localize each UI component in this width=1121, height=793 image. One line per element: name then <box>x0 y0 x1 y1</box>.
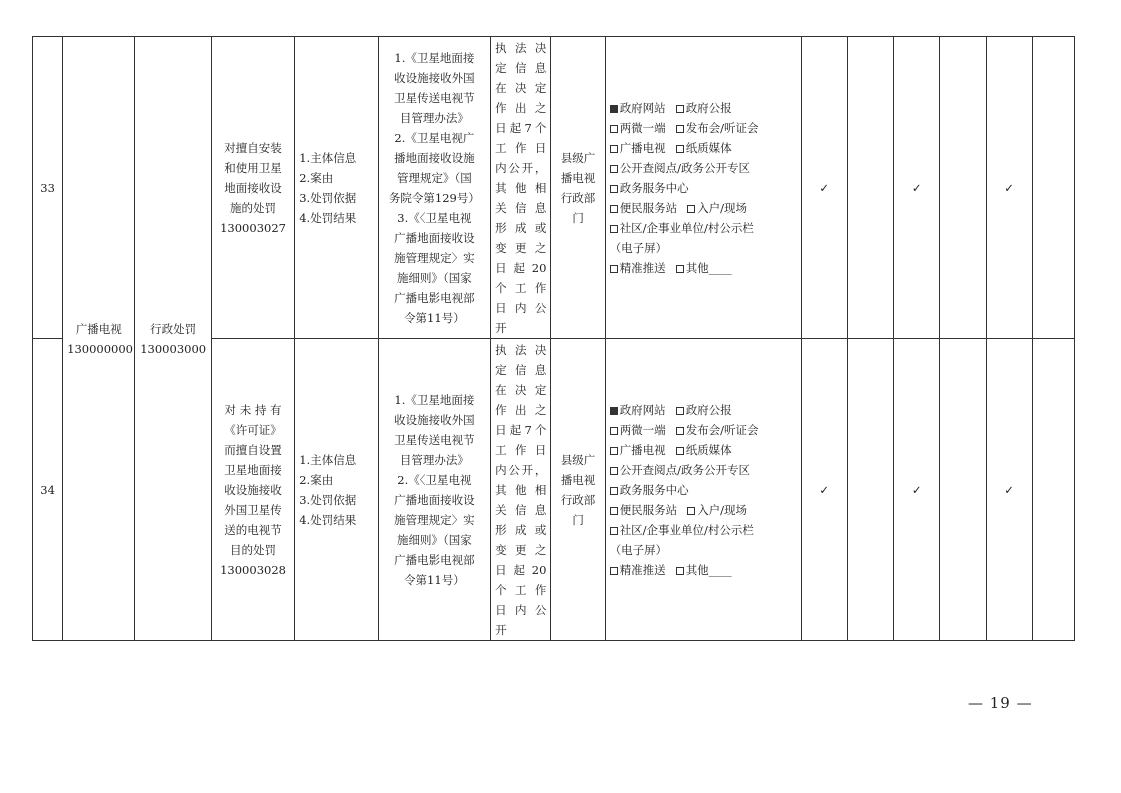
text-line: 3.处罚依据 <box>299 492 357 507</box>
content-list <box>299 450 373 530</box>
empty-box-icon <box>676 567 684 575</box>
text-line: 内公开， <box>495 462 547 477</box>
text-line: 在 决 定 <box>495 80 547 95</box>
channel-line <box>610 520 797 540</box>
channel-label: （电子屏） <box>609 240 668 255</box>
item-name-cell <box>211 37 294 339</box>
disclosure-table <box>32 36 1075 641</box>
empty-box-icon <box>610 527 618 535</box>
text-line: 3.处罚依据 <box>299 190 357 205</box>
text-line: 其 他 相 <box>495 180 547 195</box>
text-line: 4.处罚结果 <box>299 512 357 527</box>
text-line: 在 决 定 <box>495 382 547 397</box>
text-line: 令第11号） <box>404 572 465 587</box>
content-cell <box>295 339 378 641</box>
channel-label: 公开查阅点/政务公开专区 <box>619 160 751 175</box>
text-line: 内公开， <box>495 160 547 175</box>
check-cell: ✓ <box>894 339 940 641</box>
text-line: 作 出 之 <box>495 402 547 417</box>
text-line: 日 内 公 <box>495 602 547 617</box>
text-line: 个 工 作 <box>495 280 547 295</box>
check-cell: ✓ <box>801 339 847 641</box>
text-line: 播电视 <box>560 472 596 487</box>
text-line: 1.《卫星地面接 <box>394 392 475 407</box>
check-cell <box>940 37 986 339</box>
subject-text <box>555 148 600 228</box>
category-cell <box>63 37 135 641</box>
text-line: 130003028 <box>220 562 286 577</box>
text-line: 目管理办法》 <box>399 110 469 125</box>
row-index: 34 <box>33 339 63 641</box>
subcategory-code: 130003000 <box>140 341 207 356</box>
channel-label: 纸质媒体 <box>685 442 732 457</box>
empty-box-icon <box>676 447 684 455</box>
text-line: 1.主体信息 <box>299 150 357 165</box>
text-line: 2.案由 <box>299 170 334 185</box>
text-line: 2.《〈卫星电视 <box>397 472 472 487</box>
channel-label: 纸质媒体 <box>685 140 732 155</box>
channel-label: 政务服务中心 <box>619 180 689 195</box>
checked-box-icon <box>610 105 618 113</box>
text-line: 日 起 20 <box>495 562 547 577</box>
channel-label: 两微一端 <box>619 120 666 135</box>
text-line: 行政部 <box>560 492 596 507</box>
text-line: 收设施接收外国 <box>394 70 475 85</box>
check-cell <box>847 339 893 641</box>
channel-label: 入户/现场 <box>697 502 748 517</box>
subject-text <box>555 450 600 530</box>
channel-label: 发布会/听证会 <box>685 422 759 437</box>
empty-box-icon <box>676 427 684 435</box>
text-line: 2.案由 <box>299 472 334 487</box>
text-line: 令第11号） <box>404 310 465 325</box>
text-line: 广播电影电视部 <box>394 552 475 567</box>
empty-box-icon <box>610 567 618 575</box>
basis-text <box>383 48 487 328</box>
check-cell: ✓ <box>986 37 1032 339</box>
period-text <box>495 340 546 640</box>
text-line: 对擅自安装 <box>224 140 282 155</box>
text-line: 送的电视节 <box>224 522 282 537</box>
empty-box-icon <box>610 125 618 133</box>
basis-cell <box>378 339 491 641</box>
channel-line <box>610 158 797 178</box>
text-line: 收设施接收 <box>224 482 282 497</box>
channel-line <box>610 480 797 500</box>
text-line: 目管理办法》 <box>399 452 469 467</box>
text-line: 3.《〈卫星电视 <box>397 210 472 225</box>
text-line: 管理规定》（国 <box>397 170 472 185</box>
table-row <box>33 37 1075 339</box>
basis-cell <box>378 37 491 339</box>
channel-label: 便民服务站 <box>619 200 678 215</box>
text-line: 门 <box>572 512 584 527</box>
channel-label: 其他____ <box>685 562 732 577</box>
text-line: 个 工 作 <box>495 582 547 597</box>
text-line: 形 成 或 <box>495 220 547 235</box>
empty-box-icon <box>610 205 618 213</box>
text-line: 广播地面接收设 <box>394 492 475 507</box>
text-line: 130003027 <box>220 220 286 235</box>
text-line: 施管理规定〉实 <box>394 250 475 265</box>
channel-line <box>610 98 797 118</box>
text-line: 定 信 息 <box>495 60 547 75</box>
check-cell <box>1032 37 1074 339</box>
text-line: 外国卫星传 <box>224 502 282 517</box>
check-cell <box>940 339 986 641</box>
channel-list <box>610 98 797 278</box>
check-cell: ✓ <box>894 37 940 339</box>
empty-box-icon <box>610 265 618 273</box>
empty-box-icon <box>676 125 684 133</box>
text-line: 形 成 或 <box>495 522 547 537</box>
text-line: 县级广 <box>560 452 596 467</box>
channel-line <box>610 238 797 258</box>
check-cell <box>847 37 893 339</box>
channel-label: 政府公报 <box>685 402 732 417</box>
check-cell: ✓ <box>986 339 1032 641</box>
channel-label: 广播电视 <box>619 140 666 155</box>
text-line: 日 起 20 <box>495 260 547 275</box>
empty-box-icon <box>610 467 618 475</box>
empty-box-icon <box>610 507 618 515</box>
channel-line <box>610 440 797 460</box>
channel-label: 精准推送 <box>619 260 666 275</box>
subject-cell <box>551 339 605 641</box>
item-name-cell <box>211 339 294 641</box>
text-line: 关 信 息 <box>495 502 547 517</box>
text-line: 广播电影电视部 <box>394 290 475 305</box>
channel-list <box>610 400 797 580</box>
category-code: 130000000 <box>67 341 133 356</box>
text-line: 关 信 息 <box>495 200 547 215</box>
subject-cell <box>551 37 605 339</box>
text-line: 卫星传送电视节 <box>394 432 475 447</box>
text-line: 务院令第129号） <box>388 190 480 205</box>
channel-line <box>610 560 797 580</box>
channel-label: 两微一端 <box>619 422 666 437</box>
text-line: 播电视 <box>560 170 596 185</box>
channel-line <box>610 500 797 520</box>
empty-box-icon <box>687 205 695 213</box>
text-line: 变 更 之 <box>495 240 547 255</box>
channel-line <box>610 138 797 158</box>
text-line: 目的处罚 <box>230 542 277 557</box>
channel-line <box>610 540 797 560</box>
text-line: 收设施接收外国 <box>394 412 475 427</box>
check-cell <box>1032 339 1074 641</box>
channel-line <box>610 178 797 198</box>
text-line: 定 信 息 <box>495 362 547 377</box>
channel-line <box>610 198 797 218</box>
empty-box-icon <box>610 225 618 233</box>
text-line: 开 <box>495 320 507 335</box>
channel-label: 社区/企事业单位/村公示栏 <box>619 220 754 235</box>
channels-cell <box>605 339 801 641</box>
text-line: 工 作 日 <box>495 140 547 155</box>
text-line: 施细则》（国家 <box>397 270 472 285</box>
checked-box-icon <box>610 407 618 415</box>
text-line: 施细则》（国家 <box>397 532 472 547</box>
empty-box-icon <box>610 185 618 193</box>
channel-label: 精准推送 <box>619 562 666 577</box>
channel-label: 政务服务中心 <box>619 482 689 497</box>
check-cell: ✓ <box>801 37 847 339</box>
channel-line <box>610 400 797 420</box>
empty-box-icon <box>676 407 684 415</box>
content-cell <box>295 37 378 339</box>
text-line: 日起7个 <box>495 120 547 135</box>
period-cell <box>491 339 551 641</box>
empty-box-icon <box>687 507 695 515</box>
text-line: 执 法 决 <box>495 40 547 55</box>
category-name: 广播电视 <box>75 321 122 336</box>
text-line: 对 未 持 有 <box>224 402 282 417</box>
empty-box-icon <box>676 265 684 273</box>
empty-box-icon <box>676 145 684 153</box>
channels-cell <box>605 37 801 339</box>
subcategory-name: 行政处罚 <box>150 321 197 336</box>
item-name <box>216 138 290 238</box>
text-line: 播地面接收设施 <box>394 150 475 165</box>
channel-label: 便民服务站 <box>619 502 678 517</box>
channel-line <box>610 218 797 238</box>
text-line: 行政部 <box>560 190 596 205</box>
subcategory-cell <box>135 37 211 641</box>
text-line: 地面接收设 <box>224 180 282 195</box>
text-line: 施的处罚 <box>230 200 277 215</box>
text-line: 变 更 之 <box>495 542 547 557</box>
text-line: 卫星地面接 <box>224 462 282 477</box>
empty-box-icon <box>610 165 618 173</box>
empty-box-icon <box>610 427 618 435</box>
text-line: 和使用卫星 <box>224 160 282 175</box>
text-line: 1.主体信息 <box>299 452 357 467</box>
channel-label: （电子屏） <box>609 542 668 557</box>
channel-label: 政府网站 <box>619 100 666 115</box>
text-line: 广播地面接收设 <box>394 230 475 245</box>
text-line: 县级广 <box>560 150 596 165</box>
channel-label: 政府网站 <box>619 402 666 417</box>
channel-line <box>610 420 797 440</box>
text-line: 施管理规定〉实 <box>394 512 475 527</box>
text-line: 而擅自设置 <box>224 442 282 457</box>
text-line: 作 出 之 <box>495 100 547 115</box>
channel-label: 政府公报 <box>685 100 732 115</box>
channel-line <box>610 118 797 138</box>
empty-box-icon <box>610 447 618 455</box>
channel-label: 社区/企事业单位/村公示栏 <box>619 522 754 537</box>
text-line: 执 法 决 <box>495 342 547 357</box>
channel-label: 其他____ <box>685 260 732 275</box>
period-cell <box>491 37 551 339</box>
text-line: 开 <box>495 622 507 637</box>
text-line: 卫星传送电视节 <box>394 90 475 105</box>
empty-box-icon <box>676 105 684 113</box>
channel-line <box>610 460 797 480</box>
item-name <box>216 400 290 580</box>
text-line: 《许可证》 <box>224 422 282 437</box>
empty-box-icon <box>610 487 618 495</box>
text-line: 日 内 公 <box>495 300 547 315</box>
channel-label: 广播电视 <box>619 442 666 457</box>
row-index: 33 <box>33 37 63 339</box>
basis-text <box>383 390 487 590</box>
channel-label: 入户/现场 <box>697 200 748 215</box>
period-text <box>495 38 546 338</box>
text-line: 工 作 日 <box>495 442 547 457</box>
empty-box-icon <box>610 145 618 153</box>
content-list <box>299 148 373 228</box>
text-line: 日起7个 <box>495 422 547 437</box>
text-line: 4.处罚结果 <box>299 210 357 225</box>
text-line: 1.《卫星地面接 <box>394 50 475 65</box>
text-line: 其 他 相 <box>495 482 547 497</box>
page-number: — 19 — <box>968 694 1033 712</box>
text-line: 门 <box>572 210 584 225</box>
text-line: 2.《卫星电视广 <box>394 130 475 145</box>
channel-line <box>610 258 797 278</box>
channel-label: 公开查阅点/政务公开专区 <box>619 462 751 477</box>
channel-label: 发布会/听证会 <box>685 120 759 135</box>
